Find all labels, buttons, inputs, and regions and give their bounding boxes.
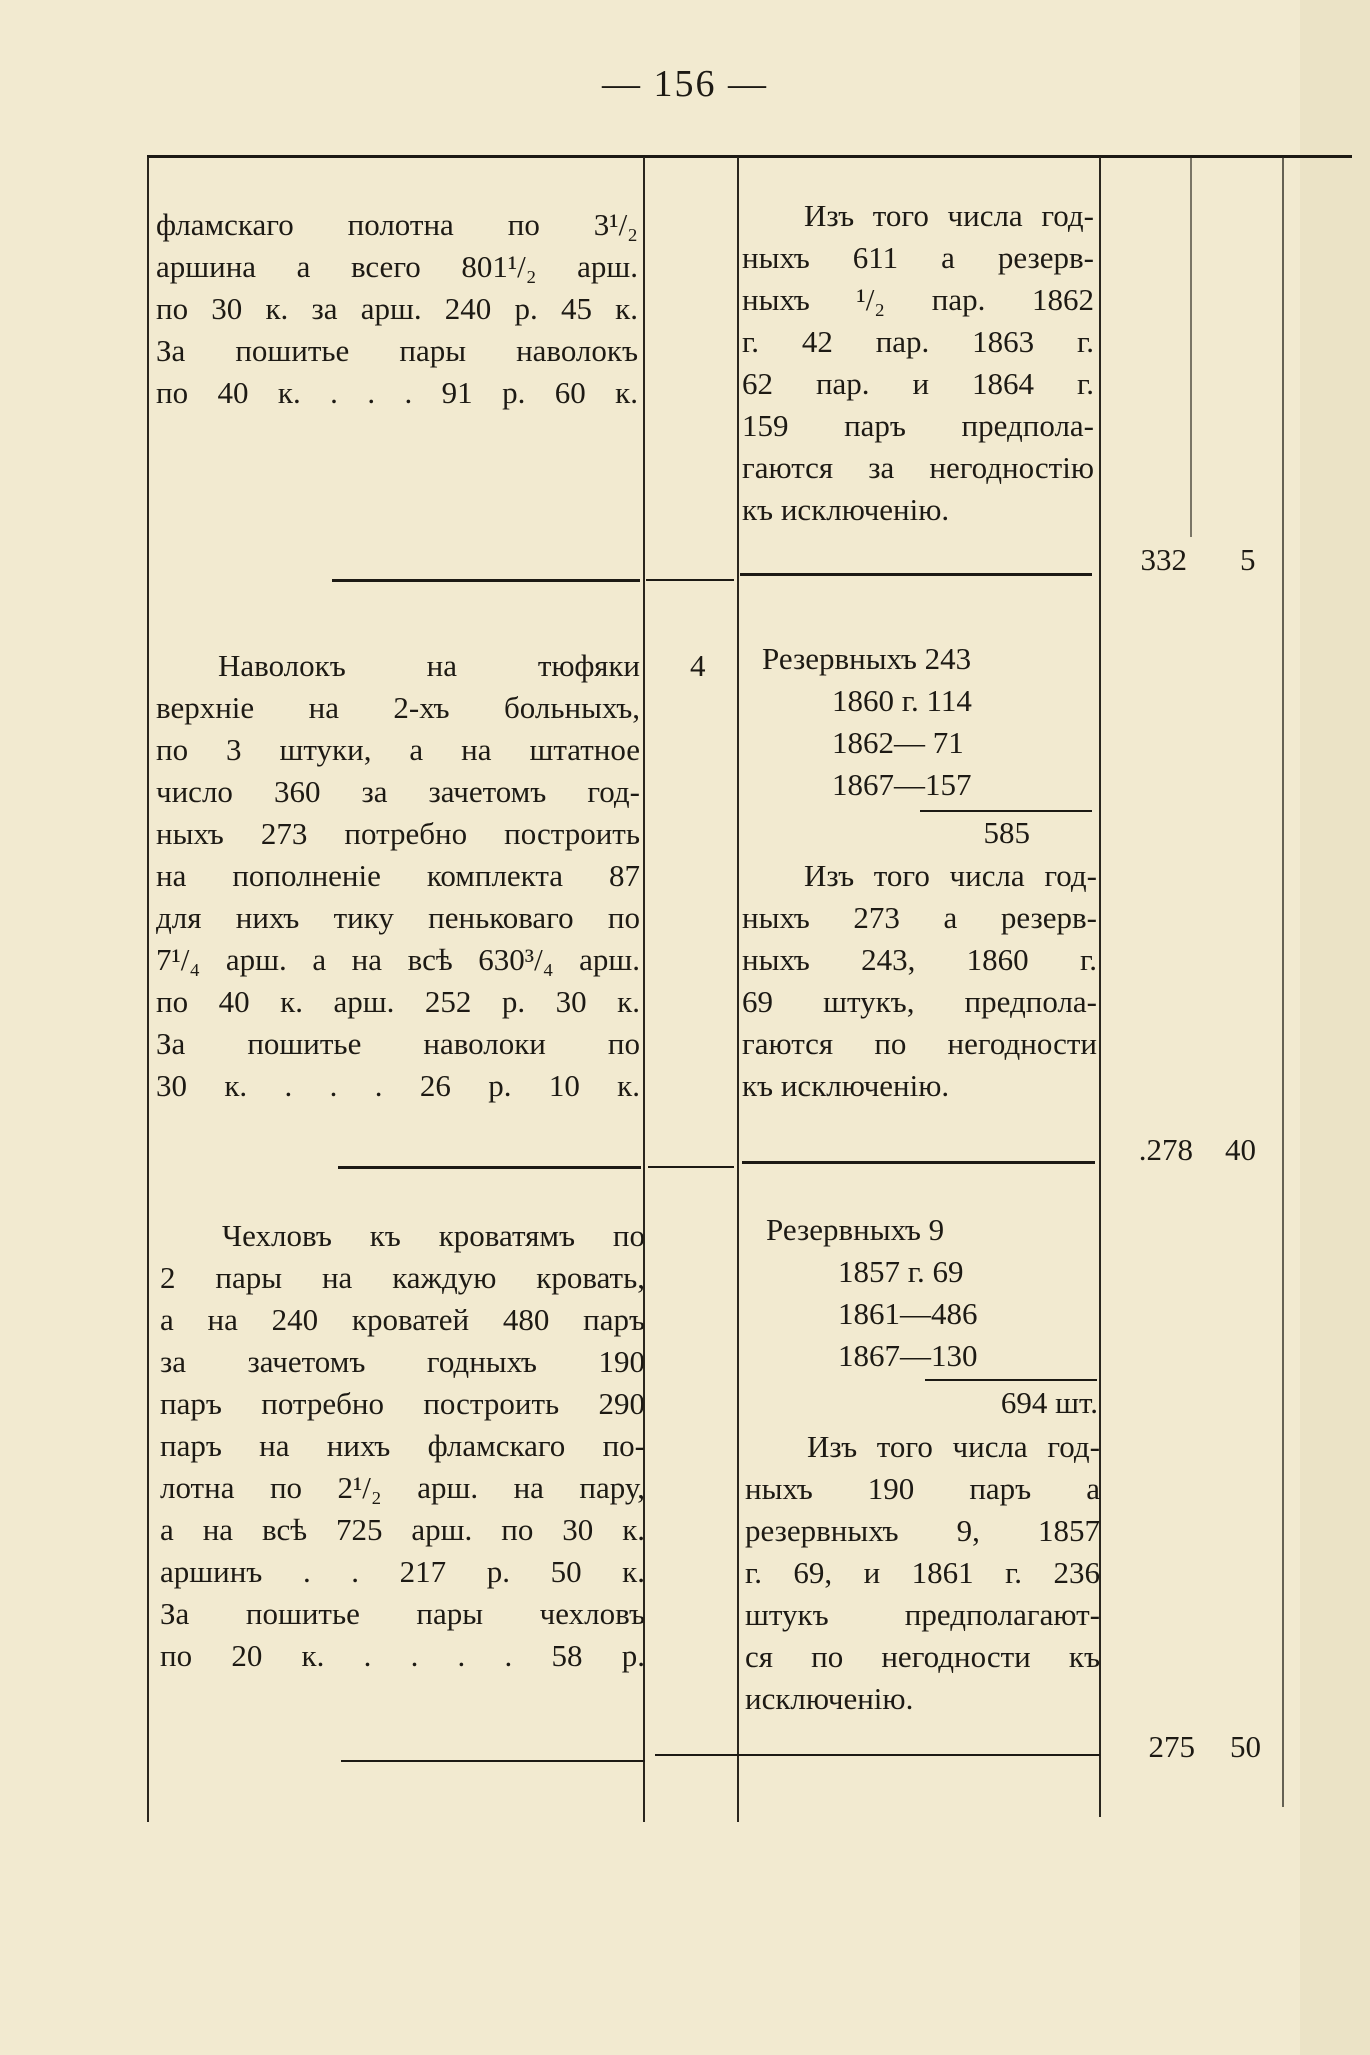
row-3-rubles: 275 xyxy=(1148,1729,1195,1764)
row-2-rubles: .278 xyxy=(1138,1132,1193,1167)
text-line: штукъ предполагают- xyxy=(745,1597,1100,1632)
row-1-description xyxy=(156,204,638,414)
text-line: по 20 к. . . . . 58 р. xyxy=(160,1638,645,1673)
text-line: къ исключенію. xyxy=(742,492,950,527)
row-2-quantity: 4 xyxy=(690,648,706,683)
text-line: 2 пары на каждую кровать, xyxy=(160,1260,645,1295)
text-line: За пошитье пары наволокъ xyxy=(156,333,638,368)
text-line: ныхъ 273 а резерв- xyxy=(742,900,1097,935)
text-line: а на 240 кроватей 480 паръ xyxy=(160,1302,645,1337)
row-3-note xyxy=(745,1426,1100,1720)
text-line: исключенію. xyxy=(745,1681,914,1716)
row-3-description xyxy=(160,1215,645,1677)
text-line: паръ на нихъ фламскаго по- xyxy=(160,1428,645,1463)
row-2-kopecks: 40 xyxy=(1225,1132,1256,1167)
text-line: ныхъ ¹/₂ пар. 1862 xyxy=(742,282,1094,317)
table-top-rule xyxy=(147,155,1352,158)
text-line: 62 пар. и 1864 г. xyxy=(742,366,1094,401)
text-line: 30 к. . . . 26 р. 10 к. xyxy=(156,1068,640,1103)
row-rule xyxy=(740,573,1092,576)
text-line: ся по негодности къ xyxy=(745,1639,1100,1674)
row-1-kopecks: 5 xyxy=(1240,542,1256,577)
text-line: фламскаго полотна по 3¹/₂ xyxy=(156,207,638,242)
row-2-reserve xyxy=(762,638,1092,806)
text-line: 1861—486 xyxy=(838,1296,978,1331)
text-line: а на всѣ 725 арш. по 30 к. xyxy=(160,1512,645,1547)
text-line: За пошитье наволоки по xyxy=(156,1026,640,1061)
text-line: 69 штукъ, предпола- xyxy=(742,984,1097,1019)
row-rule xyxy=(332,579,640,582)
text-line: Чехловъ къ кроватямъ по xyxy=(222,1218,645,1253)
row-rule xyxy=(338,1166,641,1169)
text-line: по 40 к. арш. 252 р. 30 к. xyxy=(156,984,640,1019)
text-line: верхніе на 2-хъ больныхъ, xyxy=(156,690,640,725)
text-line: гаются за негодностію xyxy=(742,450,1094,485)
text-line: ныхъ 190 паръ а xyxy=(745,1471,1100,1506)
text-line: аршина а всего 801¹/₂ арш. xyxy=(156,249,638,284)
text-line: къ исключенію. xyxy=(742,1068,950,1103)
text-line: Изъ того числа год- xyxy=(807,1429,1100,1464)
row-1-rubles: 332 xyxy=(1140,542,1187,577)
column-divider xyxy=(737,157,739,1822)
row-rule xyxy=(742,1161,1095,1164)
row-rule xyxy=(341,1760,645,1762)
row-3-reserve-total: 694 шт. xyxy=(1000,1385,1098,1420)
text-line: Резервныхъ 243 xyxy=(762,641,972,676)
text-line: г. 42 пар. 1863 г. xyxy=(742,324,1094,359)
text-line: 1860 г. 114 xyxy=(832,683,972,718)
text-line: Резервныхъ 9 xyxy=(766,1212,945,1247)
column-divider xyxy=(1282,157,1284,1807)
text-line: 1862— 71 xyxy=(832,725,964,760)
text-line: 159 паръ предпола- xyxy=(742,408,1094,443)
row-rule xyxy=(655,1754,1100,1756)
row-1-note xyxy=(742,195,1094,531)
text-line: ныхъ 611 а резерв- xyxy=(742,240,1094,275)
text-line: резервныхъ 9, 1857 xyxy=(745,1513,1100,1548)
text-line: ныхъ 243, 1860 г. xyxy=(742,942,1097,977)
row-2-reserve-total: 585 xyxy=(983,815,1030,850)
text-line: За пошитье пары чехловъ xyxy=(160,1596,645,1631)
text-line: 7¹/₄ арш. а на всѣ 630³/₄ арш. xyxy=(156,942,640,977)
text-line: гаются по негодности xyxy=(742,1026,1097,1061)
column-divider xyxy=(1190,157,1192,537)
column-divider xyxy=(147,157,149,1822)
text-line: по 30 к. за арш. 240 р. 45 к. xyxy=(156,291,638,326)
text-line: число 360 за зачетомъ год- xyxy=(156,774,640,809)
text-line: за зачетомъ годныхъ 190 xyxy=(160,1344,645,1379)
text-line: Изъ того числа год- xyxy=(804,198,1094,233)
text-line: ныхъ 273 потребно построить xyxy=(156,816,640,851)
row-rule xyxy=(646,579,734,581)
text-line: г. 69, и 1861 г. 236 xyxy=(745,1555,1100,1590)
row-2-note xyxy=(742,855,1097,1107)
text-line: на пополненіе комплекта 87 xyxy=(156,858,640,893)
text-line: 1867—157 xyxy=(832,767,972,802)
row-2-description xyxy=(156,645,640,1107)
text-line: лотна по 2¹/₂ арш. на пару, xyxy=(160,1470,645,1505)
page-number: — 156 — xyxy=(602,63,768,105)
sum-rule xyxy=(925,1379,1097,1381)
page-edge xyxy=(1300,0,1370,2055)
text-line: Изъ того числа год- xyxy=(804,858,1097,893)
row-3-reserve xyxy=(766,1209,1096,1377)
text-line: Наволокъ на тюфяки xyxy=(218,648,640,683)
text-line: по 40 к. . . . 91 р. 60 к. xyxy=(156,375,638,410)
text-line: для нихъ тику пеньковаго по xyxy=(156,900,640,935)
text-line: по 3 штуки, а на штатное xyxy=(156,732,640,767)
text-line: аршинъ . . 217 р. 50 к. xyxy=(160,1554,645,1589)
text-line: 1867—130 xyxy=(838,1338,978,1373)
text-line: 1857 г. 69 xyxy=(838,1254,964,1289)
text-line: паръ потребно построить 290 xyxy=(160,1386,645,1421)
row-rule xyxy=(648,1166,734,1168)
row-3-kopecks: 50 xyxy=(1230,1729,1261,1764)
